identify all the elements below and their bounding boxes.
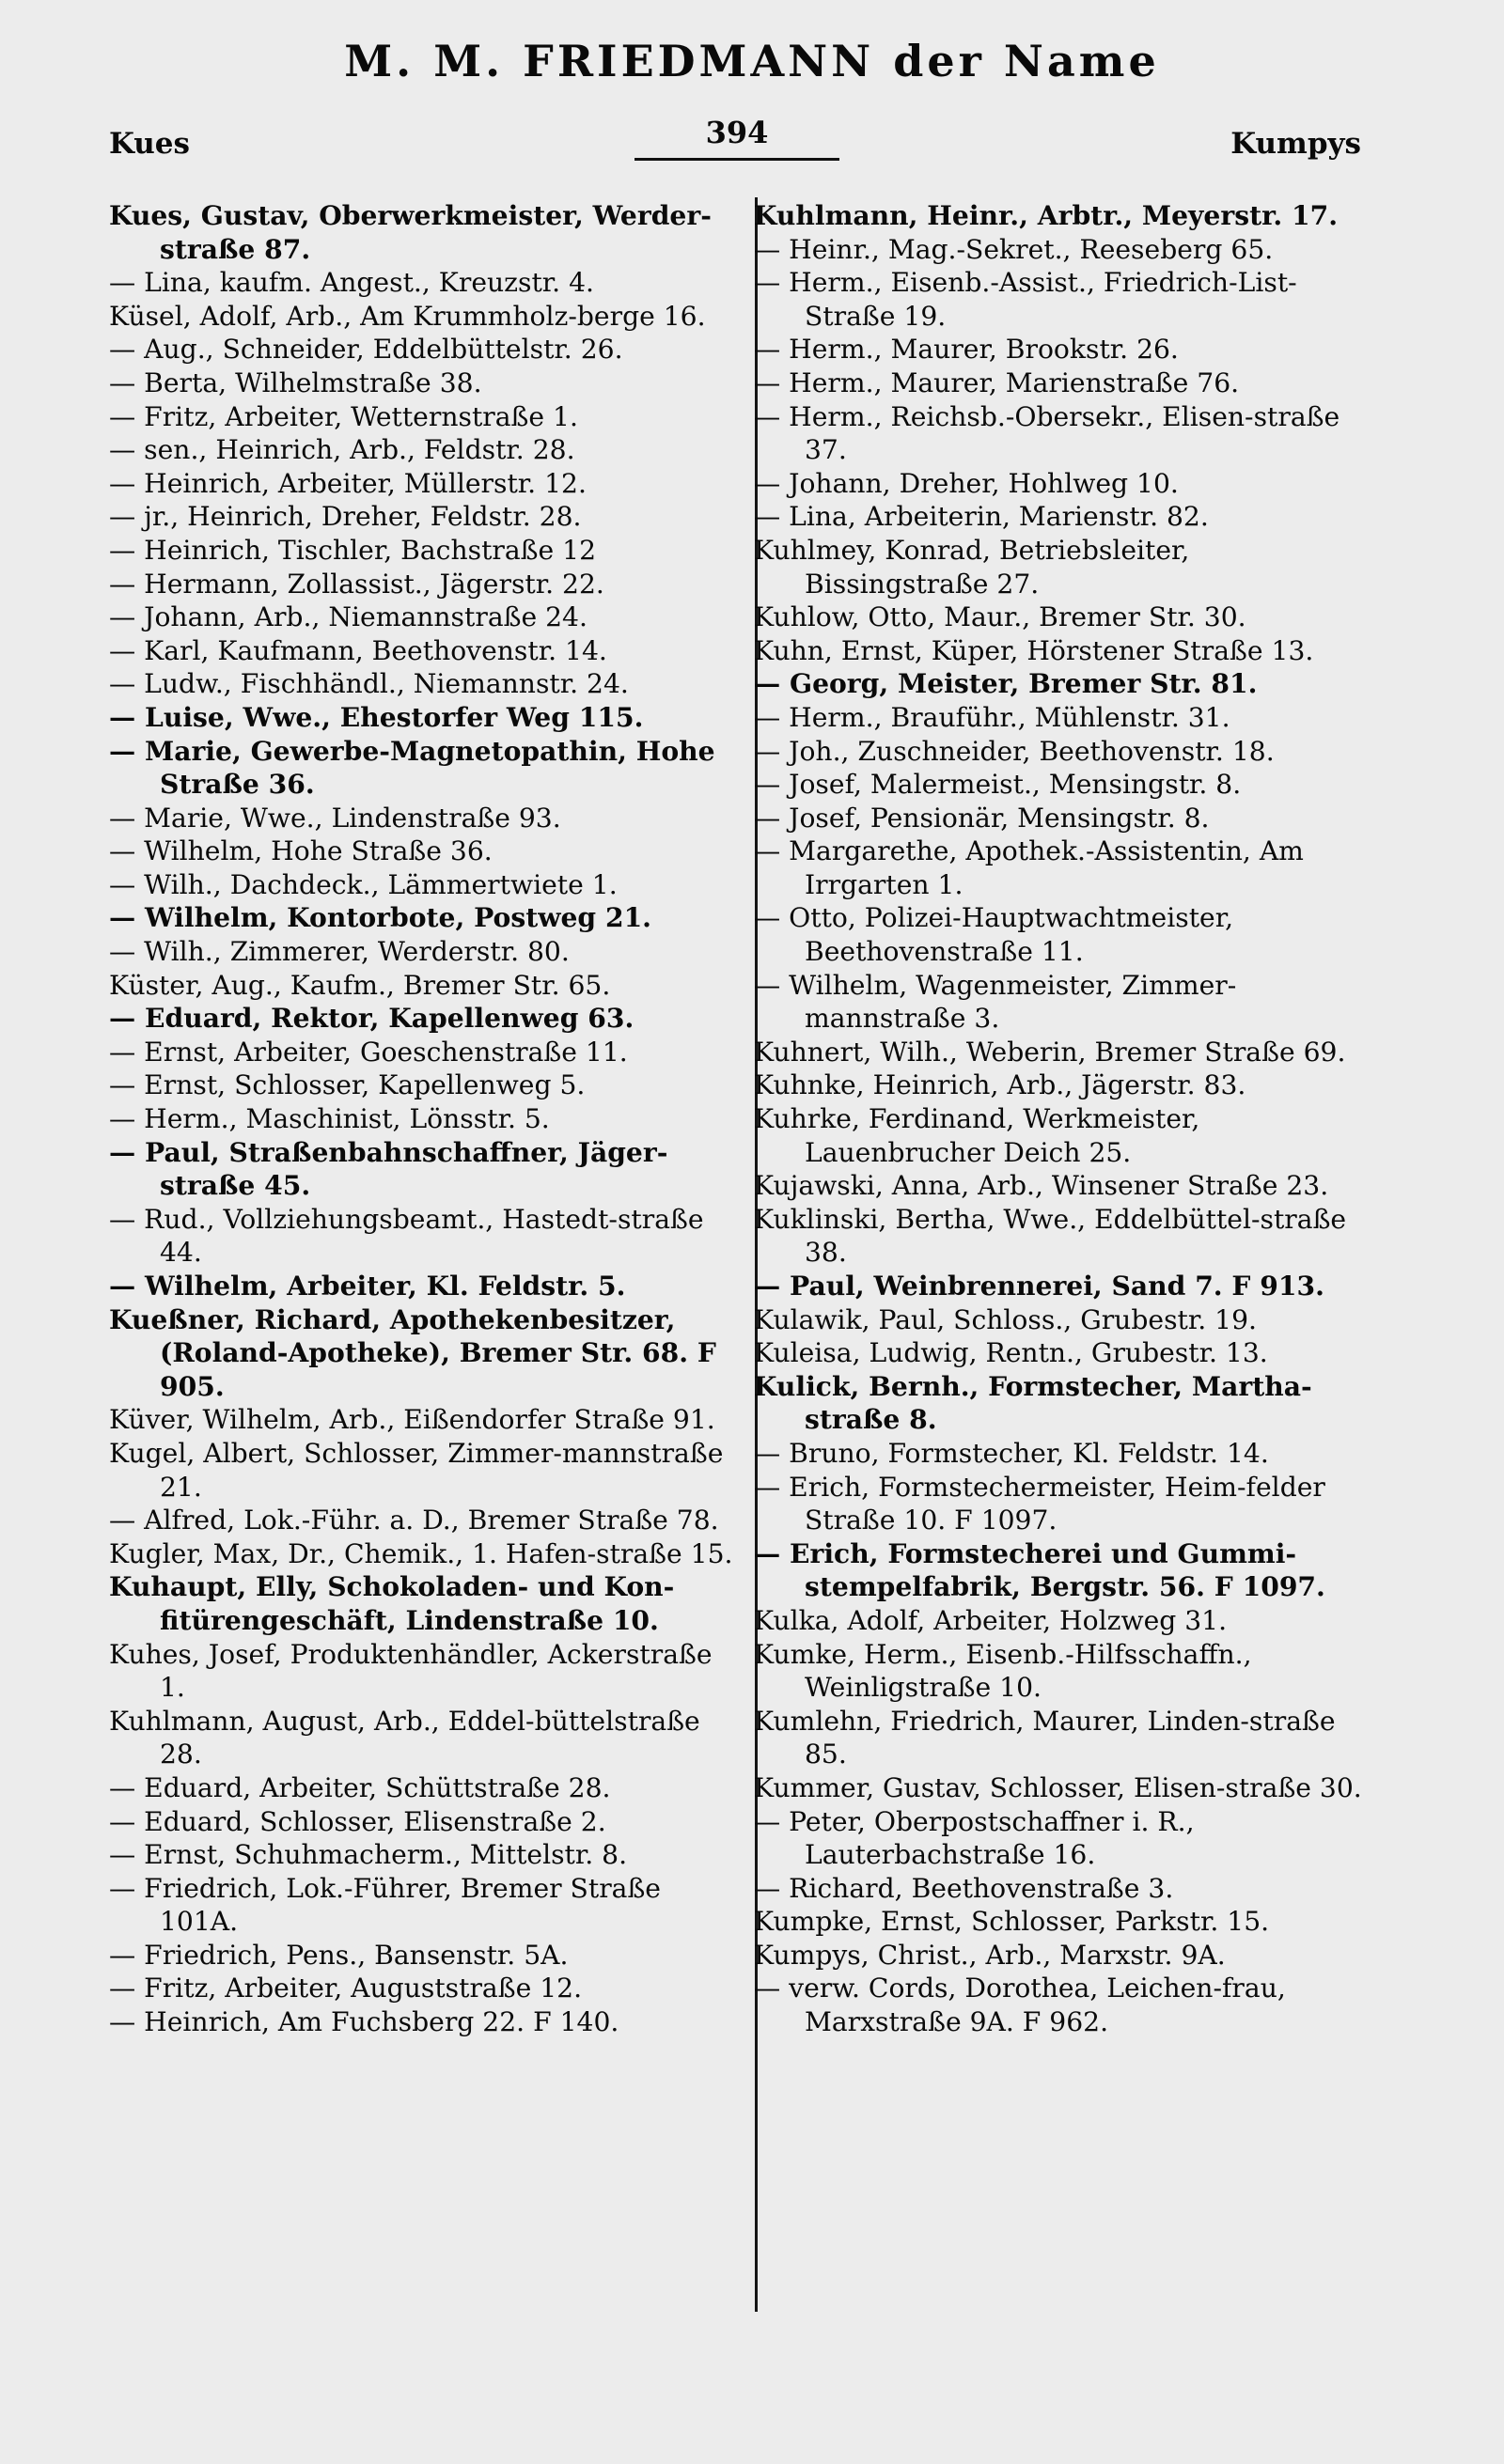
directory-entry: — Ernst, Schuhmacherm., Mittelstr. 8.	[109, 1839, 628, 1871]
directory-entry: — Johann, Dreher, Hohlweg 10.	[754, 467, 1179, 499]
directory-entry: — Eduard, Schlosser, Elisenstraße 2.	[109, 1805, 606, 1837]
directory-entry: — Heinr., Mag.-Sekret., Reeseberg 65.	[754, 233, 1274, 265]
directory-entry: — Eduard, Arbeiter, Schüttstraße 28.	[109, 1771, 611, 1803]
directory-entry: — Herm., Reichsb.-Obersekr., Elisen-straße 37.	[754, 400, 1340, 466]
directory-entry: Kuhlmann, August, Arb., Eddel-büttelstraße 28.	[109, 1705, 700, 1770]
page-number: 394	[705, 115, 769, 150]
directory-entry: — Josef, Malermeist., Mensingstr. 8.	[754, 769, 1242, 801]
directory-entry: — Aug., Schneider, Eddelbüttelstr. 26.	[109, 334, 623, 366]
directory-entry: — Joh., Zuschneider, Beethovenstr. 18.	[754, 735, 1275, 767]
directory-entry: — Herm., Maurer, Marienstraße 76.	[754, 366, 1240, 398]
directory-entry: — sen., Heinrich, Arb., Feldstr. 28.	[109, 434, 575, 466]
directory-entry: — Ludw., Fischhändl., Niemannstr. 24.	[109, 668, 629, 700]
directory-entry: — Hermann, Zollassist., Jägerstr. 22.	[109, 568, 604, 600]
right-column	[754, 199, 1369, 2039]
directory-entry: Kulawik, Paul, Schloss., Grubestr. 19.	[754, 1303, 1257, 1335]
directory-entry: — Paul, Weinbrennerei, Sand 7. F 913.	[754, 1271, 1324, 1302]
directory-entry: — Luise, Wwe., Ehestorfer Weg 115.	[109, 701, 644, 733]
directory-entry: Kujawski, Anna, Arb., Winsener Straße 23.	[754, 1170, 1329, 1202]
directory-entry: Kuhrke, Ferdinand, Werkmeister, Lauenbrucher Deich 25.	[754, 1103, 1200, 1168]
directory-entry: — Heinrich, Tischler, Bachstraße 12	[109, 534, 597, 566]
directory-entry: — jr., Heinrich, Dreher, Feldstr. 28.	[109, 501, 582, 533]
directory-entry: Kumpke, Ernst, Schlosser, Parkstr. 15.	[754, 1906, 1270, 1938]
directory-entry: — Friedrich, Lok.-Führer, Bremer Straße 101A.	[109, 1872, 661, 1938]
directory-entry: — Heinrich, Am Fuchsberg 22. F 140.	[109, 2006, 619, 2038]
directory-entry: Kumlehn, Friedrich, Maurer, Linden-straße 85.	[754, 1705, 1336, 1770]
directory-entry: — Rud., Vollziehungsbeamt., Hastedt-straße 44.	[109, 1203, 704, 1269]
directory-entry: — Wilhelm, Arbeiter, Kl. Feldstr. 5.	[109, 1271, 626, 1302]
directory-entry: — Peter, Oberpostschaffner i. R., Lauterbachstraße 16.	[754, 1805, 1195, 1871]
directory-entry: — Wilh., Zimmerer, Werderstr. 80.	[109, 936, 570, 968]
directory-entry: — Erich, Formstecherei und Gummi-stempelfabrik, Bergstr. 56. F 1097.	[754, 1537, 1325, 1603]
page-title: M. M. FRIEDMANN der Name	[344, 36, 1160, 86]
directory-entry: — verw. Cords, Dorothea, Leichen-frau, Marxstraße 9A. F 962.	[754, 1973, 1286, 2038]
directory-entry: — Paul, Straßenbahnschaffner, Jäger-straße 45.	[109, 1136, 668, 1202]
directory-entry: Kulka, Adolf, Arbeiter, Holzweg 31.	[754, 1604, 1228, 1636]
directory-entry: — Georg, Meister, Bremer Str. 81.	[754, 668, 1258, 700]
running-head-left: Kues	[109, 127, 190, 161]
directory-entry: Kumke, Herm., Eisenb.-Hilfsschaffn., Weinligstraße 10.	[754, 1638, 1252, 1704]
directory-entry: — Lina, kaufm. Angest., Kreuzstr. 4.	[109, 267, 594, 299]
directory-entry: Küsel, Adolf, Arb., Am Krummholz-berge 16.	[109, 300, 706, 332]
directory-entry: — Herm., Maurer, Brookstr. 26.	[754, 334, 1179, 366]
directory-entry: Küster, Aug., Kaufm., Bremer Str. 65.	[109, 969, 611, 1001]
directory-entry: — Otto, Polizei-Hauptwachtmeister, Beethovenstraße 11.	[754, 902, 1234, 968]
page-number-rule	[634, 158, 839, 161]
directory-entry: — Josef, Pensionär, Mensingstr. 8.	[754, 802, 1210, 834]
directory-entry: — Wilhelm, Wagenmeister, Zimmer-mannstraße 3.	[754, 969, 1237, 1035]
running-head-right: Kumpys	[1230, 127, 1361, 161]
directory-entry: Kulick, Bernh., Formstecher, Martha-straße 8.	[754, 1370, 1312, 1436]
directory-entry: Kuhes, Josef, Produktenhändler, Ackerstraße 1.	[109, 1638, 713, 1704]
directory-entry: — Bruno, Formstecher, Kl. Feldstr. 14.	[754, 1437, 1269, 1469]
directory-entry: Kuklinski, Bertha, Wwe., Eddelbüttel-straße 38.	[754, 1203, 1347, 1269]
directory-entry: Kuhnke, Heinrich, Arb., Jägerstr. 83.	[754, 1069, 1246, 1101]
directory-entry: — Heinrich, Arbeiter, Müllerstr. 12.	[109, 467, 587, 499]
directory-entry: — Berta, Wilhelmstraße 38.	[109, 366, 482, 398]
directory-entry: — Herm., Maschinist, Lönsstr. 5.	[109, 1103, 550, 1135]
directory-entry: — Fritz, Arbeiter, Wetternstraße 1.	[109, 400, 578, 432]
directory-entry: Kuhlmann, Heinr., Arbtr., Meyerstr. 17.	[754, 200, 1339, 231]
directory-entry: Kuleisa, Ludwig, Rentn., Grubestr. 13.	[754, 1337, 1268, 1369]
directory-entry: — Marie, Gewerbe-Magnetopathin, Hohe Straße 36.	[109, 735, 715, 801]
directory-entry: — Friedrich, Pens., Bansenstr. 5A.	[109, 1939, 569, 1971]
directory-entry: — Wilh., Dachdeck., Lämmertwiete 1.	[109, 868, 618, 900]
directory-entry: — Fritz, Arbeiter, Auguststraße 12.	[109, 1973, 583, 2004]
directory-entry: — Margarethe, Apothek.-Assistentin, Am Irrgarten 1.	[754, 835, 1304, 900]
directory-entry: — Herm., Brauführ., Mühlenstr. 31.	[754, 701, 1230, 733]
directory-entry: Kueßner, Richard, Apothekenbesitzer, (Roland-Apotheke), Bremer Str. 68. F 905.	[109, 1303, 716, 1402]
directory-entry: Kuhnert, Wilh., Weberin, Bremer Straße 69.	[754, 1036, 1346, 1068]
directory-entry: — Erich, Formstechermeister, Heim-felder Straße 10. F 1097.	[754, 1471, 1325, 1536]
directory-entry: — Richard, Beethovenstraße 3.	[754, 1872, 1174, 1904]
directory-entry: — Eduard, Rektor, Kapellenweg 63.	[109, 1003, 634, 1035]
directory-entry: Kuhaupt, Elly, Schokoladen- und Kon-fitürengeschäft, Lindenstraße 10.	[109, 1571, 675, 1636]
directory-entry: Kuhlmey, Konrad, Betriebsleiter, Bissingstraße 27.	[754, 534, 1190, 600]
directory-entry: Küver, Wilhelm, Arb., Eißendorfer Straße 91.	[109, 1404, 715, 1436]
directory-entry: — Lina, Arbeiterin, Marienstr. 82.	[754, 501, 1209, 533]
directory-entry: — Ernst, Schlosser, Kapellenweg 5.	[109, 1069, 586, 1101]
directory-entry: Kummer, Gustav, Schlosser, Elisen-straße 30.	[754, 1771, 1362, 1803]
directory-entry: Kuhlow, Otto, Maur., Bremer Str. 30.	[754, 601, 1246, 633]
left-column	[109, 199, 737, 2039]
directory-entry: Kuhn, Ernst, Küper, Hörstener Straße 13.	[754, 634, 1314, 666]
directory-entry: Kugel, Albert, Schlosser, Zimmer-mannstraße 21.	[109, 1437, 724, 1503]
directory-entry: — Alfred, Lok.-Führ. a. D., Bremer Straße 78.	[109, 1505, 719, 1536]
directory-entry: — Wilhelm, Hohe Straße 36.	[109, 835, 493, 867]
directory-entry: — Ernst, Arbeiter, Goeschenstraße 11.	[109, 1036, 628, 1068]
directory-entry: Kumpys, Christ., Arb., Marxstr. 9A.	[754, 1939, 1226, 1971]
directory-entry: — Johann, Arb., Niemannstraße 24.	[109, 601, 588, 633]
directory-entry: Kues, Gustav, Oberwerkmeister, Werder-straße 87.	[109, 200, 712, 265]
directory-entry: — Wilhelm, Kontorbote, Postweg 21.	[109, 902, 651, 934]
directory-entry: — Karl, Kaufmann, Beethovenstr. 14.	[109, 634, 607, 666]
directory-entry: Kugler, Max, Dr., Chemik., 1. Hafen-straße 15.	[109, 1537, 733, 1569]
directory-entry: — Herm., Eisenb.-Assist., Friedrich-List-Straße 19.	[754, 267, 1297, 332]
directory-entry: — Marie, Wwe., Lindenstraße 93.	[109, 802, 561, 834]
